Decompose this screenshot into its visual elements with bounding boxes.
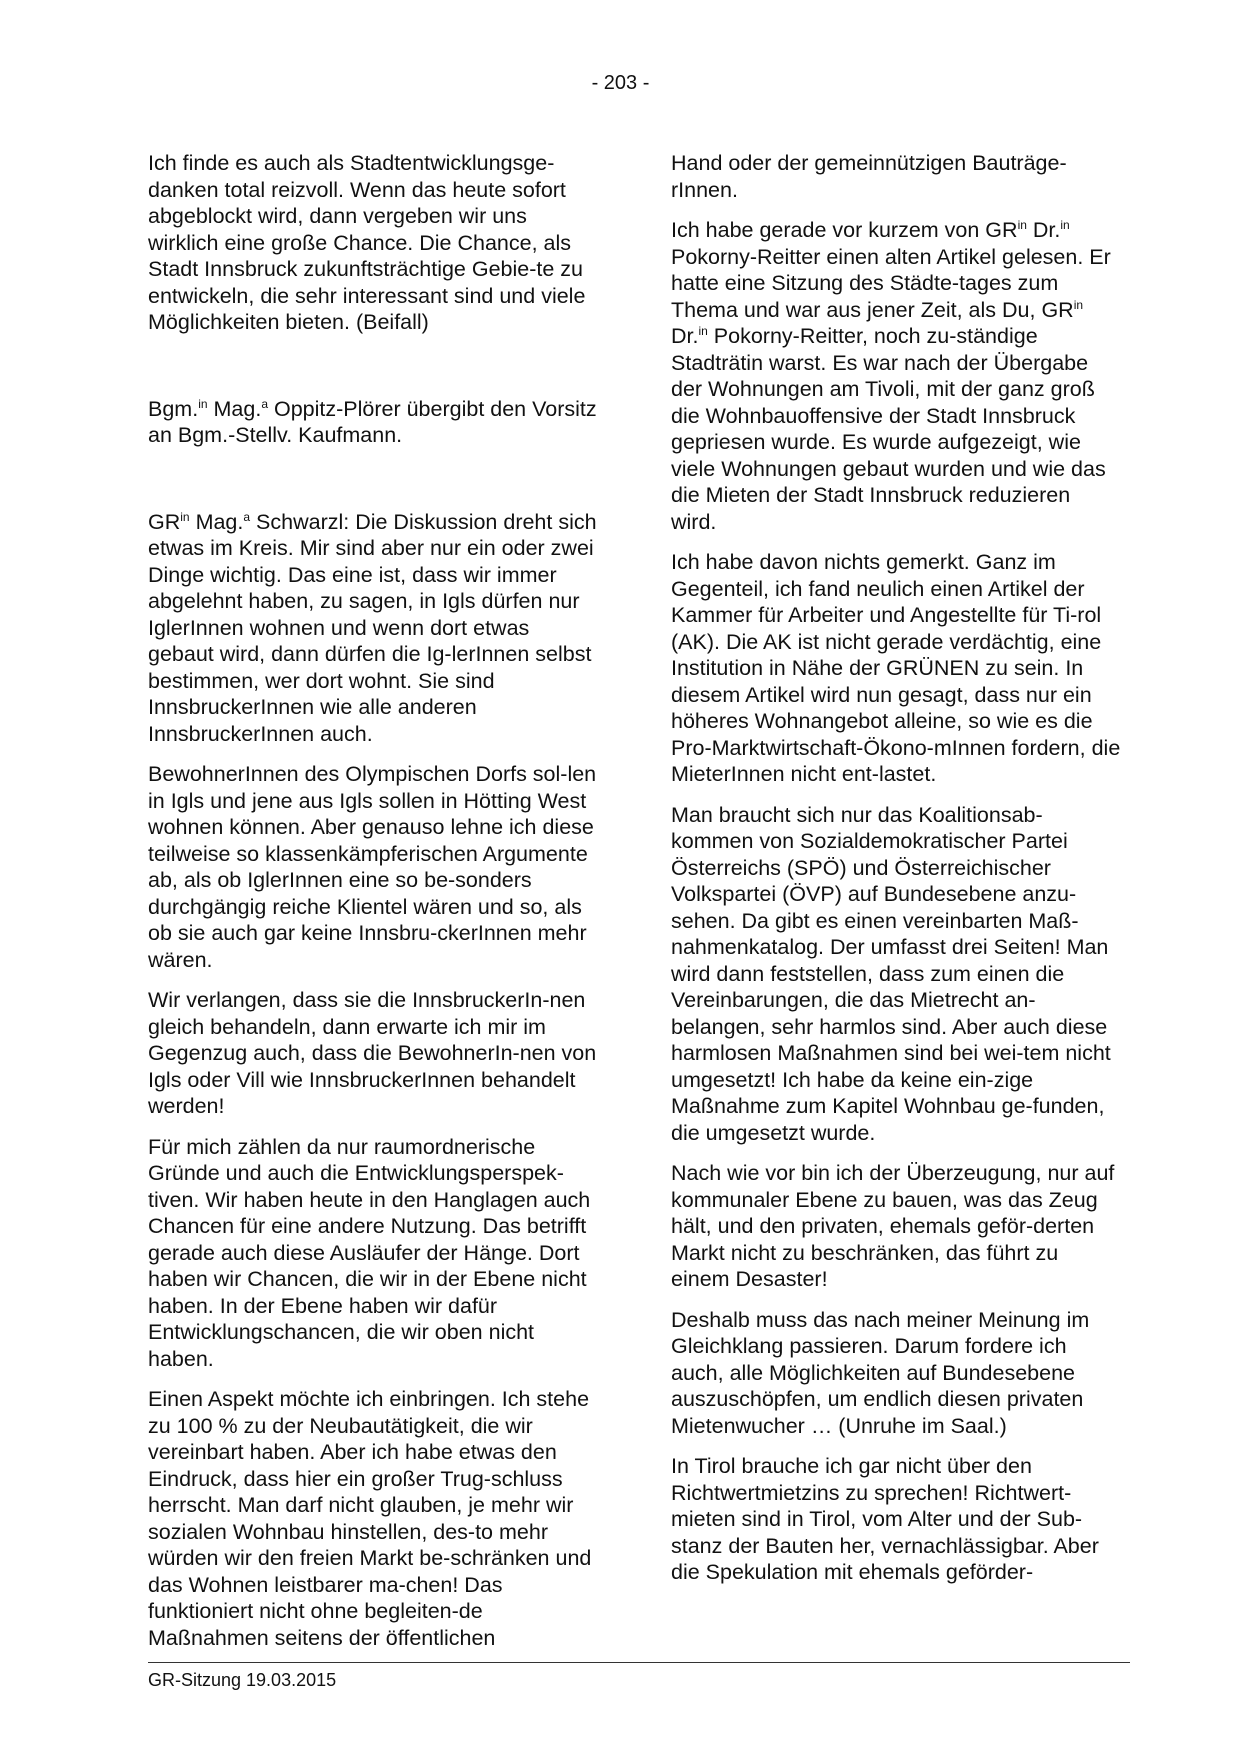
footer-divider (148, 1662, 1130, 1663)
paragraph: Ich habe davon nichts gemerkt. Ganz im Gegenteil, ich fand neulich einen Artikel der Kammer für Arbeiter und Angestellte für Ti-rol (AK). Die AK ist nicht gerade verdächtig, eine Institution in Nähe der GRÜNEN zu sein. In diesem Artikel wird nun gesagt, dass nur ein höheres Wohnangebot alleine, so wie es die Pro-Marktwirtschaft-Ökono-mInnen fordern, die MieterInnen nicht ent-lastet. (671, 550, 1121, 786)
page-number: - 203 - (591, 72, 650, 94)
paragraph: Für mich zählen da nur raumordnerische Gründe und auch die Entwicklungsperspek-tiven. Wir haben heute in den Hanglagen auch Chancen für eine andere Nutzung. Das betrifft gerade auch diese Ausläufer der Hänge. Dort haben wir Chancen, die wir in der Ebene nicht haben. In der Ebene haben wir dafür Entwicklungschancen, die wir oben nicht haben. (148, 1134, 591, 1371)
paragraph: BewohnerInnen des Olympischen Dorfs sol-len in Igls und jene aus Igls sollen in Hötting West wohnen können. Aber genauso lehne ich diese teilweise so klassenkämpferischen Argumente ab, als ob IglerInnen eine so be-sonders durchgängig reiche Klientel wären und so, als ob sie auch gar keine Innsbru-ckerInnen mehr wären. (148, 762, 597, 972)
paragraph: Einen Aspekt möchte ich einbringen. Ich stehe zu 100 % zu der Neubautätigkeit, die wir vereinbart haben. Aber ich habe etwas den Eindruck, dass hier ein großer Trug-schluss herrscht. Man darf nicht glauben, je mehr wir sozialen Wohnbau hinstellen, des-to mehr würden wir den freien Markt be-schränken und das Wohnen leistbarer ma-chen! Das funktioniert nicht ohne begleiten-de Maßnahmen seitens der öffentlichen (148, 1387, 592, 1650)
paragraph: Man braucht sich nur das Koalitionsab-kommen von Sozialdemokratischer Partei Österreichs (SPÖ) und Österreichischer Volkspartei (ÖVP) auf Bundesebene anzu-sehen. Da gibt es einen vereinbarten Maß-nahmenkatalog. Der umfasst drei Seiten! Man wird dann feststellen, dass zum einen die Vereinbarungen, die das Mietrecht an-belangen, sehr harmlos sind. Aber auch diese harmlosen Maßnahmen sind bei wei-tem nicht umgesetzt! Ich habe da keine ein-zige Maßnahme zum Kapitel Wohnbau ge-funden, die umgesetzt wurde. (671, 802, 1111, 1145)
paragraph: Wir verlangen, dass sie die InnsbruckerIn-nen gleich behandeln, dann erwarte ich mir im Gegenzug auch, dass die BewohnerIn-nen von Igls oder Vill wie InnsbruckerInnen behandelt werden! (148, 988, 597, 1118)
footer-session-date: GR-Sitzung 19.03.2015 (148, 1670, 337, 1690)
right-column (671, 150, 1121, 1600)
paragraph: Ich finde es auch als Stadtentwicklungsge-danken total reizvoll. Wenn das heute sofort abgeblockt wird, dann vergeben wir uns wirklich eine große Chance. Die Chance, als Stadt Innsbruck zukunftsträchtige Gebie-te zu entwickeln, die sehr interessant sind und viele Möglichkeiten bieten. (Beifall) (148, 151, 586, 334)
paragraph: Nach wie vor bin ich der Überzeugung, nur auf kommunaler Ebene zu bauen, was das Zeug hält, und den privaten, ehemals geför-derten Markt nicht zu beschränken, das führt zu einem Desaster! (671, 1161, 1115, 1291)
speaker-paragraph: $GR^{in}$ Mag.$^a$ Schwarzl: Die Diskussion dreht sich etwas im Kreis. Mir sind aber nur ein oder zwei Dinge wichtig. Das eine ist, dass wir immer abgelehnt haben, zu sagen, in Igls dürfen nur IglerInnen wohnen und wenn dort etwas gebaut wird, dann dürfen die Ig-lerInnen selbst bestimmen, wer dort wohnt. Sie sind InnsbruckerInnen wie alle anderen InnsbruckerInnen auch. (148, 509, 597, 746)
paragraph: Ich habe gerade vor kurzem von $GR^{in}$ Dr.$^{in}$ Pokorny-Reitter einen alten Artikel gelesen. Er hatte eine Sitzung des Städte-tages zum Thema und war aus jener Zeit, als Du, $GR^{in}$ Dr.$^{in}$ Pokorny-Reitter, noch zu-ständige Stadträtin warst. Es war nach der Übergabe der Wohnungen am Tivoli, mit der ganz groß die Wohnbauoffensive der Stadt Innsbruck gepriesen wurde. Es wurde aufgezeigt, wie viele Wohnungen gebaut wurden und wie das die Mieten der Stadt Innsbruck reduzieren wird. (671, 217, 1111, 534)
paragraph: Hand oder der gemeinnützigen Bauträge-rInnen. (671, 151, 1067, 202)
chair-handover-note: Bgm.$^{in}$ Mag.$^a$ Oppitz-Plörer übergibt den Vorsitz an Bgm.-Stellv. Kaufmann. (148, 396, 597, 447)
paragraph: In Tirol brauche ich gar nicht über den Richtwertmietzins zu sprechen! Richtwert-mieten sind in Tirol, vom Alter und der Sub-stanz der Bauten her, vernachlässigbar. Aber die Spekulation mit ehemals geförder- (671, 1454, 1099, 1584)
paragraph: Deshalb muss das nach meiner Meinung im Gleichklang passieren. Darum fordere ich auch, alle Möglichkeiten auf Bundesebene auszuschöpfen, um endlich diesen privaten Mietenwucher … (Unruhe im Saal.) (671, 1307, 1090, 1438)
left-column (148, 150, 598, 1665)
